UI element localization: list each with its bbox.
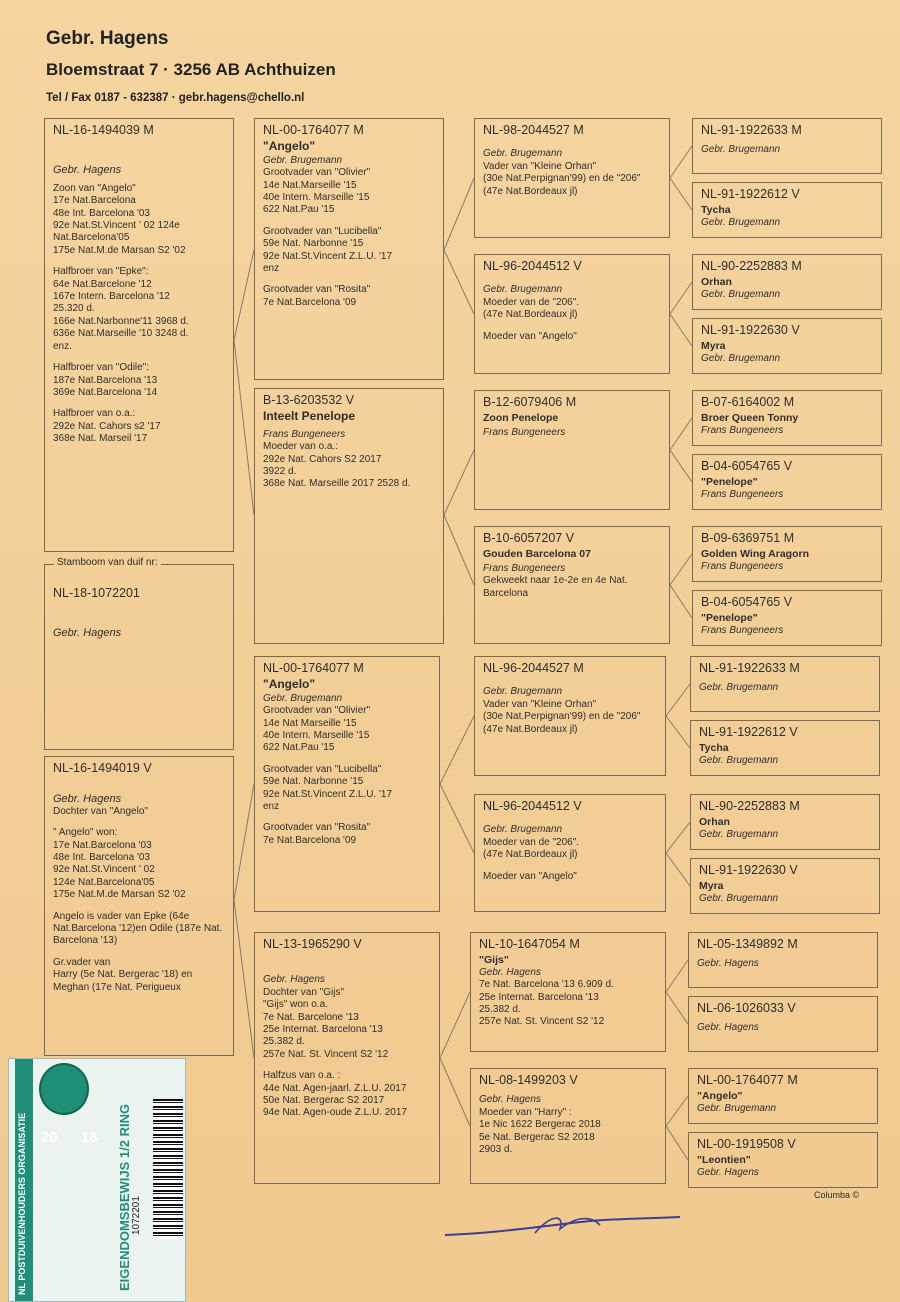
performance-text: Gekweekt naar 1e-2e en 4e Nat. Barcelona [483,575,628,599]
barcode [153,1099,183,1239]
performance-text: Moeder van "Angelo" [483,870,577,882]
owner-name: Gebr. Hagens [46,28,169,49]
ring-number: B-04-6054765 V [701,459,793,473]
owner-address: Bloemstraat 7 · 3256 AB Achthuizen [46,60,336,79]
pigeon-tag: Stamboom van duif nr: [54,557,161,568]
breeder: Gebr. Hagens [263,974,325,986]
performance-text: Moeder van "Harry" : 1e Nic 1622 Bergerac 2018 5e Nat. Bergerac S2 2018 2903 d. [479,1106,601,1156]
performance-text: " Angelo" won: 17e Nat.Barcelona '03 48e Int. Barcelona '03 92e Nat.St.Vincent ' 02 124e Nat.Barcelona'05 175e Nat.M.de Marsan S2 '02 [53,827,186,901]
great-grandparent-box [474,656,666,776]
breeder: Gebr. Hagens [53,164,122,177]
breeder: Gebr. Brugemann [263,154,343,166]
pigeon-name: Broer Queen Tonny [701,412,799,425]
breeder: Gebr. Brugemann [701,288,781,300]
performance-text: Halfbroer van o.a.: 292e Nat. Cahors s2 '17 368e Nat. Marseil '17 [53,408,161,445]
ring-number: NL-91-1922612 V [699,725,798,739]
breeder: Frans Bungeneers [701,560,784,572]
great-grandparent-box [470,1068,666,1184]
pigeon-name: Orhan [699,816,730,829]
father-box [44,118,234,552]
breeder: Frans Bungeneers [701,624,784,636]
ring-number: NL-90-2252883 M [699,799,800,813]
pigeon-name: Orhan [701,276,732,289]
performance-text: Grootvader van "Olivier" 14e Nat.Marseille '15 40e Intern. Marseille '15 622 Nat.Pau '15 [263,167,371,216]
ancestor-box [688,1132,878,1188]
pigeon-name: Inteelt Penelope [263,409,356,424]
ring-number: NL-00-1764077 M [263,661,364,675]
breeder: Gebr. Brugemann [483,148,563,160]
breeder: Frans Bungeneers [263,428,346,440]
ring-number: NL-00-1764077 M [697,1073,798,1087]
ring-number: B-07-6164002 M [701,395,795,409]
great-grandparent-box [474,794,666,912]
performance-text: 7e Nat. Barcelona '13 6.909 d. 25e Internat. Barcelona '13 25.382 d. 257e Nat. St. Vincent S2 '12 [479,979,614,1028]
ancestor-box [690,720,880,776]
ring-number: NL-16-1494019 V [53,761,152,775]
ancestor-box [692,318,882,374]
performance-text: Dochter van "Angelo" [53,805,148,817]
ancestor-box [690,656,880,712]
ring-number: NL-00-1919508 V [697,1137,796,1151]
ring-number: NL-06-1026033 V [697,1001,796,1015]
ancestor-box [692,526,882,582]
breeder: Gebr. Brugemann [483,686,563,698]
card-year-a: 20 [41,1129,58,1146]
ring-number: NL-91-1922630 V [699,863,798,877]
breeder: Gebr. Brugemann [699,892,779,904]
pigeon-name: Tycha [701,204,731,217]
ancestor-box [692,254,882,310]
pigeon-name: "Penelope" [701,476,758,489]
pigeon-name: "Angelo" [263,677,316,692]
pigeon-name: "Leontien" [697,1154,751,1167]
breeder: Gebr. Hagens [479,966,541,978]
mother-box [44,756,234,1056]
ring-number: NL-91-1922612 V [701,187,800,201]
ring-number: NL-13-1965290 V [263,937,362,951]
ownership-card [8,1058,186,1302]
ring-number: NL-91-1922630 V [701,323,800,337]
signature [440,1195,700,1245]
ring-number: NL-16-1494039 M [53,123,154,137]
lion-logo-icon [39,1063,89,1115]
grandparent-box [254,656,440,912]
breeder: Gebr. Brugemann [701,144,781,156]
ring-number: NL-96-2044527 M [483,661,584,675]
ring-number: NL-98-2044527 M [483,123,584,137]
performance-text: Grootvader van "Rosita" 7e Nat.Barcelona '09 [263,284,371,308]
owner-contact: Tel / Fax 0187 - 632387 · gebr.hagens@chello.nl [46,92,305,104]
performance-text: Dochter van "Gijs" "Gijs" won o.a. 7e Nat. Barcelone '13 25e Internat. Barcelona '13 25.382 d. 257e Nat. St. Vincent S2 '12 [263,986,389,1060]
performance-text: Zoon van "Angelo" 17e Nat.Barcelona 48e Int. Barcelona '03 92e Nat.St.Vincent ' 02 124e Nat.Barcelona'05 175e Nat.M.de Marsan S2 '02 [53,182,186,256]
pigeon-name: Myra [699,880,724,893]
breeder: Gebr. Brugemann [263,692,343,704]
breeder: Gebr. Hagens [479,1094,541,1106]
breeder: Gebr. Brugemann [701,352,781,364]
breeder: Gebr. Hagens [697,1166,759,1178]
card-org: NL POSTDUIVENHOUDERS ORGANISATIE [17,1112,27,1295]
breeder: Gebr. Brugemann [701,216,781,228]
breeder: Gebr. Hagens [697,1022,759,1034]
performance-text: Vader van "Kleine Orhan" (30e Nat.Perpignan'99) en de "206" (47e Nat.Bordeaux jl) [483,698,641,735]
performance-text: Grootvader van "Lucibella" 59e Nat. Narbonne '15 92e Nat.St.Vincent Z.L.U. '17 enz [263,763,393,813]
ring-number: NL-91-1922633 M [701,123,802,137]
software-credit: Columba © [814,1190,860,1200]
performance-text: Moeder van de "206". (47e Nat.Bordeaux jl) [483,836,580,861]
ring-number: NL-00-1764077 M [263,123,364,137]
card-year-b: 18 [81,1129,98,1146]
breeder: Frans Bungeneers [483,562,566,574]
pigeon-name: Gouden Barcelona 07 [483,548,591,561]
great-grandparent-box [474,118,670,238]
ring-number: NL-96-2044512 V [483,259,582,273]
ring-number: NL-96-2044512 V [483,799,582,813]
performance-text: Halfbroer van "Epke": 64e Nat.Barcelone '12 167e Intern. Barcelona '12 25.320 d. 166e Nat.Narbonne'11 3968 d. 636e Nat.Marseille '10 3248 d. enz. [53,266,189,352]
breeder: Gebr. Brugemann [483,284,563,296]
breeder: Frans Bungeneers [483,426,566,438]
performance-text: Grootvader van "Olivier" 14e Nat Marseille '15 40e Intern. Marseille '15 622 Nat.Pau '15 [263,705,371,754]
pigeon-name: "Penelope" [701,612,758,625]
ancestor-box [692,390,882,446]
great-grandparent-box [474,254,670,374]
breeder: Gebr. Brugemann [483,824,563,836]
great-grandparent-box [470,932,666,1052]
pigeon-name: "Angelo" [697,1090,743,1103]
breeder: Gebr. Hagens [53,627,122,640]
grandparent-box [254,932,440,1184]
pigeon-name: Tycha [699,742,729,755]
pigeon-name: Myra [701,340,726,353]
grandparent-box [254,388,444,644]
pigeon-name: "Angelo" [263,139,316,154]
ring-number: NL-10-1647054 M [479,937,580,951]
card-number: 1072201 [131,1196,142,1235]
breeder: Gebr. Brugemann [697,1102,777,1114]
performance-text: Grootvader van "Rosita" 7e Nat.Barcelona '09 [263,822,371,846]
pigeon-name: "Gijs" [479,954,509,967]
card-title: EIGENDOMSBEWIJS 1/2 RING [117,1103,132,1291]
ring-number: NL-05-1349892 M [697,937,798,951]
pigeon-name: Golden Wing Aragorn [701,548,810,561]
great-grandparent-box [474,526,670,644]
ancestor-box [692,590,882,646]
ring-number: NL-08-1499203 V [479,1073,578,1087]
ancestor-box [690,794,880,850]
performance-text: Halfzus van o.a. : 44e Nat. Agen-jaarl. Z.L.U. 2017 50e Nat. Bergerac S2 2017 94e Nat. Agen-oude Z.L.U. 2017 [263,1070,407,1119]
performance-text: Vader van "Kleine Orhan" (30e Nat.Perpignan'99) en de "206" (47e Nat.Bordeaux jl) [483,160,641,197]
performance-text: Grootvader van "Lucibella" 59e Nat. Narbonne '15 92e Nat.St.Vincent Z.L.U. '17 enz [263,225,393,275]
performance-text: Moeder van "Angelo" [483,330,577,342]
performance-text: Halfbroer van "Odile": 187e Nat.Barcelona '13 369e Nat.Barcelona '14 [53,362,158,398]
breeder: Gebr. Hagens [697,958,759,970]
breeder: Gebr. Brugemann [699,754,779,766]
performance-text: Moeder van o.a.: 292e Nat. Cahors S2 2017 3922 d. 368e Nat. Marseille 2017 2528 d. [263,441,411,490]
ring-number: NL-90-2252883 M [701,259,802,273]
performance-text: Angelo is vader van Epke (64e Nat.Barcelona '12)en Odile (187e Nat. Barcelona '13) [53,910,223,947]
breeder: Gebr. Hagens [53,793,122,806]
pigeon-box [44,564,234,750]
ring-number: B-09-6369751 M [701,531,795,545]
ring-number: B-12-6079406 M [483,395,577,409]
ancestor-box [688,996,878,1052]
ring-number: B-10-6057207 V [483,531,575,545]
pigeon-name: Zoon Penelope [483,412,559,425]
ancestor-box [688,932,878,988]
great-grandparent-box [474,390,670,510]
performance-text: Gr.vader van Harry (5e Nat. Bergerac '18) en Meghan (17e Nat. Perigueux [53,956,193,993]
grandparent-box [254,118,444,380]
ring-number: NL-18-1072201 [53,586,140,600]
ancestor-box [690,858,880,914]
ring-number: B-04-6054765 V [701,595,793,609]
breeder: Gebr. Brugemann [699,682,779,694]
breeder: Gebr. Brugemann [699,828,779,840]
ring-number: NL-91-1922633 M [699,661,800,675]
ring-number: B-13-6203532 V [263,393,355,407]
breeder: Frans Bungeneers [701,488,784,500]
breeder: Frans Bungeneers [701,424,784,436]
ancestor-box [688,1068,878,1124]
performance-text: Moeder van de "206". (47e Nat.Bordeaux jl) [483,296,580,321]
ancestor-box [692,454,882,510]
ancestor-box [692,118,882,174]
ancestor-box [692,182,882,238]
